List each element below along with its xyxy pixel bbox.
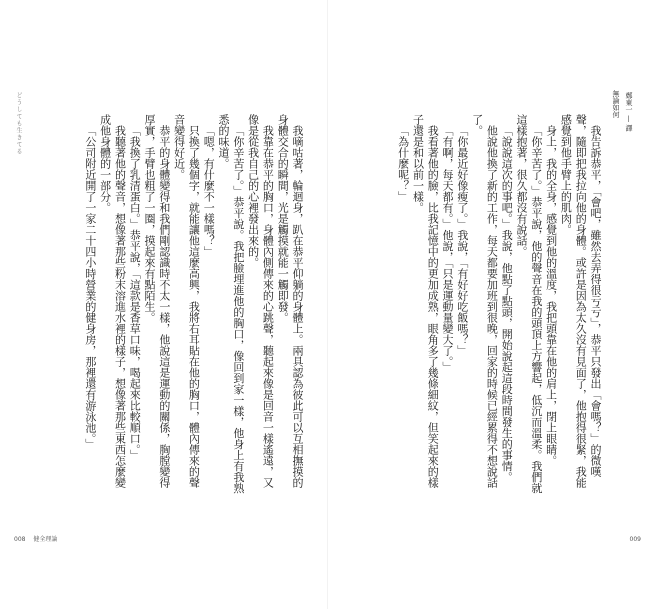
paragraph: 我靠在恭平的胸口，身體內側傳來的心跳聲，聽起來像是回音一樣遙遠，又像是從我自己的心裡發出來的。: [246, 114, 275, 488]
footer-title: 健全理論: [33, 536, 58, 543]
paragraph: 我看著他的臉，比我記憶中的更加成熟，眼角多了幾條細紋，但笑起來的樣子還是和以前一樣。: [411, 114, 440, 488]
paragraph: 「你最近好像瘦了。」我說，「有好好吃飯嗎？」: [455, 125, 469, 356]
paragraph: 「你辛苦了。」恭平說。我把臉埋進他的胸口，像回到家一樣，他身上有我熟悉的味道。: [217, 114, 245, 494]
right-footer: [630, 536, 641, 543]
left-page: [0, 0, 327, 609]
paragraph: 我嘀咕著，輪迴身，趴在恭平仰躺的身體上。兩具認為彼此可以互相撫摸的身體交合的瞬間，光是觸摸就能一觸即發。: [276, 114, 304, 488]
paragraph: 只換了幾個字，就能讓他這麼高興，我將右耳貼在他的胸口，體內傳來的聲音變得好近。: [172, 114, 201, 488]
left-footer: [14, 534, 57, 543]
essay-title: 無論如何: [612, 90, 620, 118]
paragraph: 「你辛苦了。」恭平說，他的聲音在我的頭頂上方響起，低沉而溫柔。我們就這樣抱著，很久都沒有說話。: [515, 114, 543, 494]
paragraph: 「為什麼呢？」: [396, 125, 410, 202]
right-body-text: [346, 114, 602, 494]
paragraph: 我聽著他的聲音，想像著那些粉末溶進水裡的樣子，想像著那些東西怎麼變成他身體的一部分。: [98, 114, 127, 488]
paragraph: 「嗯，有什麼不一樣嗎？」: [202, 125, 216, 257]
paragraph: 我告訴恭平，「會吧，雖然去弄得很亏亏」，恭平只發出「會嗎？」的微嘆聲，隨即把我拉向他的身體。或許是因為太久沒有見面了，他抱得很緊，我能感覺到他手臂上的肌肉。: [559, 114, 602, 488]
right-page: [328, 0, 655, 609]
author-credit: 鄭東一 — 譯: [625, 92, 633, 132]
running-head: どうしても生きてる: [15, 92, 22, 155]
paragraph: 「我換了乳清蛋白。」恭平說，「這款是香草口味，喝起來比較順口。」: [128, 125, 142, 461]
paragraph: 「公司附近開了一家二十四小時營業的健身房，那裡還有游泳池。」: [83, 125, 97, 450]
paragraph: 「有啊，每天都有。」他說，「只是運動量變大了。」: [441, 125, 455, 373]
paragraph: 他說他換了新的工作，每天都要加班到很晚，回家的時候已經累得不想說話了。: [470, 114, 499, 488]
paragraph: 「說說這次的事吧。」我說，他點了點頭，開始說起這段時間發生的事情。: [500, 125, 514, 483]
left-body-text: [28, 114, 304, 494]
page-number: 008: [14, 536, 26, 543]
paragraph: 身上，我的全身，感覺到他的溫度，我把頭靠在他的肩上，閉上眼睛。: [544, 125, 558, 466]
paragraph: 恭平的身體變得和我們剛認識時不太一樣，他說這是運動的關係，胸膛變得厚實，手臂也粗了一圈，摸起來有點陌生。: [143, 114, 171, 488]
page-number: 009: [629, 536, 641, 543]
